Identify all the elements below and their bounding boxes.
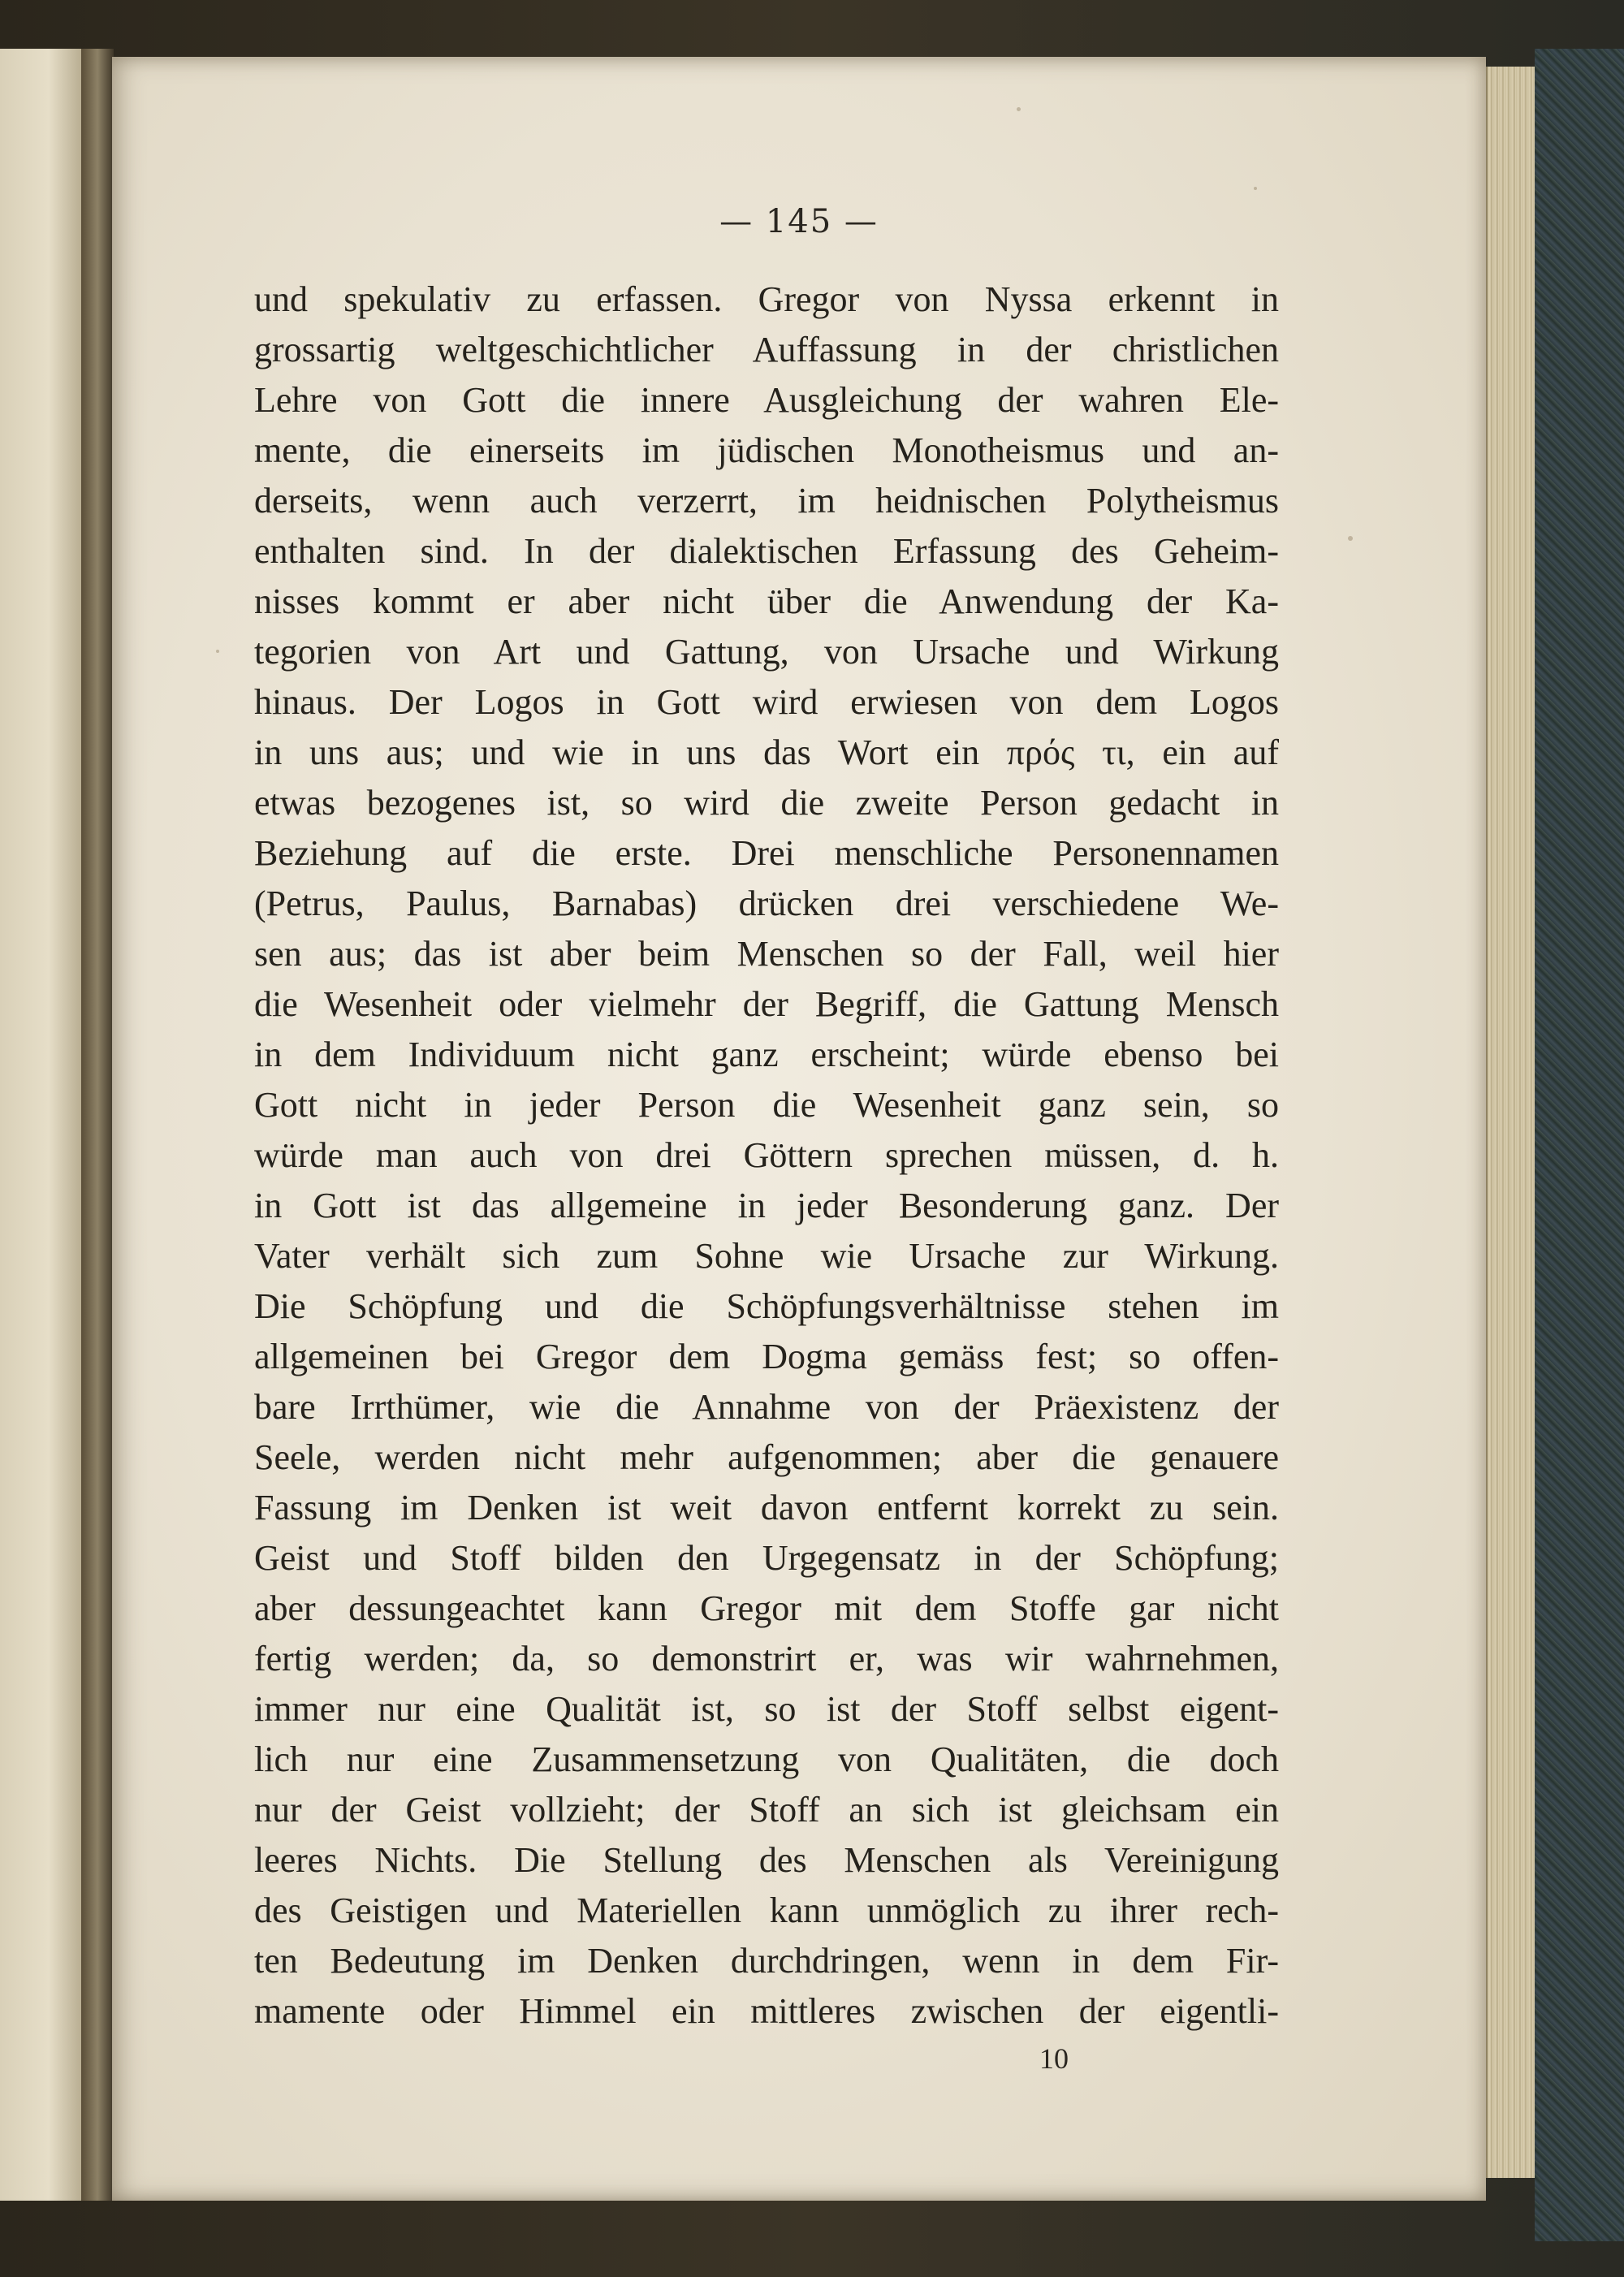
text-line: allgemeinen bei Gregor dem Dogma gemäss fest; so offen- (254, 1337, 1279, 1376)
text-line: tegorien von Art und Gattung, von Ursache und Wirkung (254, 632, 1279, 672)
text-line: Die Schöpfung und die Schöpfungsverhältnisse stehen im (254, 1286, 1279, 1326)
text-line: Vater verhält sich zum Sohne wie Ursache zur Wirkung. (254, 1236, 1279, 1276)
text-line: Fassung im Denken ist weit davon entfernt korrekt zu sein. (254, 1488, 1279, 1527)
text-line: fertig werden; da, so demonstrirt er, was wir wahrnehmen, (254, 1639, 1279, 1679)
text-line: Seele, werden nicht mehr aufgenommen; aber die genauere (254, 1437, 1279, 1477)
page-number: — 145 — (719, 203, 879, 240)
text-line: ten Bedeutung im Denken durchdringen, wenn in dem Fir- (254, 1941, 1279, 1981)
paper-speck (1254, 187, 1257, 190)
book-cover (1535, 49, 1624, 2241)
paper-speck (216, 650, 219, 653)
text-line: enthalten sind. In der dialektischen Erfassung des Geheim- (254, 531, 1279, 571)
text-line: des Geistigen und Materiellen kann unmöglich zu ihrer rech- (254, 1890, 1279, 1930)
paper-speck (1017, 107, 1021, 111)
text-line: Gott nicht in jeder Person die Wesenheit ganz sein, so (254, 1085, 1279, 1125)
text-line: nur der Geist vollzieht; der Stoff an sich ist gleichsam ein (254, 1790, 1279, 1830)
text-line: Beziehung auf die erste. Drei menschliche Personennamen (254, 833, 1279, 873)
text-line: und spekulativ zu erfassen. Gregor von Nyssa erkennt in (254, 279, 1279, 319)
text-line: würde man auch von drei Göttern sprechen müssen, d. h. (254, 1135, 1279, 1175)
text-line: in dem Individuum nicht ganz erscheint; würde ebenso bei (254, 1035, 1279, 1074)
text-line: aber dessungeachtet kann Gregor mit dem Stoffe gar nicht (254, 1588, 1279, 1628)
text-line: nisses kommt er aber nicht über die Anwendung der Ka- (254, 581, 1279, 621)
text-line: etwas bezogenes ist, so wird die zweite Person gedacht in (254, 783, 1279, 823)
text-line: leeres Nichts. Die Stellung des Menschen als Vereinigung (254, 1840, 1279, 1880)
text-line: sen aus; das ist aber beim Menschen so der Fall, weil hier (254, 934, 1279, 974)
text-line: Lehre von Gott die innere Ausgleichung der wahren Ele- (254, 380, 1279, 420)
text-line: Geist und Stoff bilden den Urgegensatz in der Schöpfung; (254, 1538, 1279, 1578)
signature-mark: 10 (1039, 2042, 1069, 2075)
text-line: mamente oder Himmel ein mittleres zwischen der eigentli- (254, 1991, 1279, 2031)
left-page-edge (0, 49, 84, 2201)
text-line: lich nur eine Zusammensetzung von Qualitäten, die doch (254, 1739, 1279, 1779)
text-line: bare Irrthümer, wie die Annahme von der Präexistenz der (254, 1387, 1279, 1427)
text-line: hinaus. Der Logos in Gott wird erwiesen von dem Logos (254, 682, 1279, 722)
text-line: immer nur eine Qualität ist, so ist der Stoff selbst eigent- (254, 1689, 1279, 1729)
text-line: die Wesenheit oder vielmehr der Begriff, die Gattung Mensch (254, 984, 1279, 1024)
body-text (254, 274, 1279, 2037)
text-line: (Petrus, Paulus, Barnabas) drücken drei verschiedene We- (254, 884, 1279, 923)
text-line: in uns aus; und wie in uns das Wort ein πρός τι, ein auf (254, 732, 1279, 772)
page-stack-edge (1486, 67, 1536, 2178)
book-gutter (81, 49, 114, 2201)
paper-speck (1348, 536, 1353, 541)
text-line: in Gott ist das allgemeine in jeder Besonderung ganz. Der (254, 1186, 1279, 1225)
text-line: derseits, wenn auch verzerrt, im heidnischen Polytheismus (254, 481, 1279, 521)
text-line: mente, die einerseits im jüdischen Monotheismus und an- (254, 430, 1279, 470)
text-line: grossartig weltgeschichtlicher Auffassung in der christlichen (254, 330, 1279, 369)
